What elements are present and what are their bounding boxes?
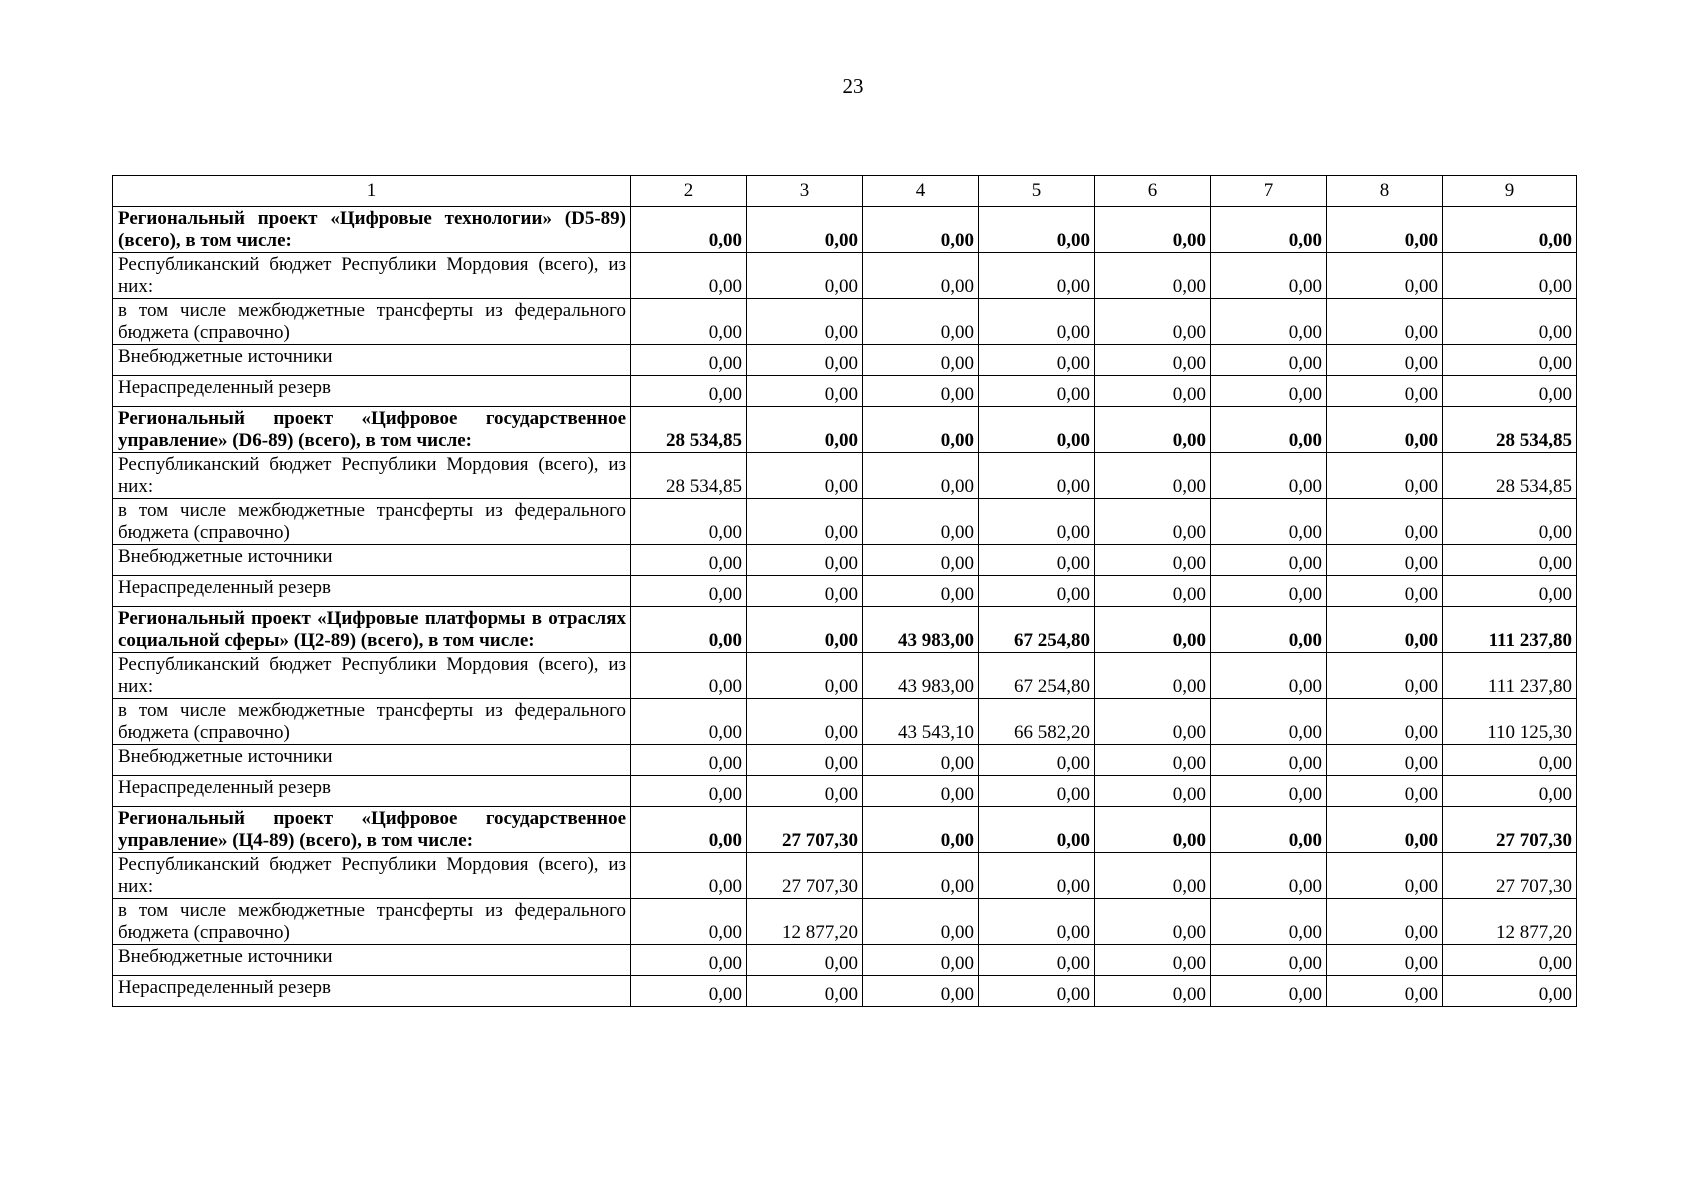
value-cell: 0,00 (747, 653, 863, 699)
value-cell: 43 543,10 (863, 699, 979, 745)
value-cell: 0,00 (747, 299, 863, 345)
value-cell: 0,00 (863, 253, 979, 299)
value-cell: 0,00 (747, 207, 863, 253)
value-cell: 0,00 (631, 545, 747, 576)
column-header: 3 (747, 176, 863, 207)
value-cell: 0,00 (747, 345, 863, 376)
value-cell: 0,00 (1327, 376, 1443, 407)
table-row (113, 345, 1577, 376)
value-cell: 28 534,85 (1443, 407, 1577, 453)
value-cell: 0,00 (1327, 699, 1443, 745)
value-cell: 0,00 (1095, 745, 1211, 776)
value-cell: 0,00 (1443, 345, 1577, 376)
value-cell: 0,00 (863, 976, 979, 1007)
value-cell: 27 707,30 (747, 807, 863, 853)
value-cell: 0,00 (863, 376, 979, 407)
value-cell: 0,00 (1443, 299, 1577, 345)
value-cell: 0,00 (863, 576, 979, 607)
column-header: 7 (1211, 176, 1327, 207)
value-cell: 0,00 (747, 407, 863, 453)
table-row (113, 745, 1577, 776)
table-row (113, 653, 1577, 699)
value-cell: 0,00 (979, 407, 1095, 453)
value-cell: 0,00 (1095, 976, 1211, 1007)
row-label: Региональный проект «Цифровое государственное управление» (Ц4-89) (всего), в том числе: (113, 807, 631, 853)
table-row (113, 253, 1577, 299)
value-cell: 28 534,85 (631, 453, 747, 499)
value-cell: 0,00 (1327, 607, 1443, 653)
value-cell: 0,00 (1443, 776, 1577, 807)
value-cell: 0,00 (1443, 253, 1577, 299)
row-label: Региональный проект «Цифровые платформы в отраслях социальной сферы» (Ц2-89) (всего), в том числе: (113, 607, 631, 653)
value-cell: 0,00 (631, 745, 747, 776)
value-cell: 27 707,30 (1443, 807, 1577, 853)
value-cell: 0,00 (747, 976, 863, 1007)
value-cell: 0,00 (747, 699, 863, 745)
value-cell: 0,00 (979, 976, 1095, 1007)
value-cell: 0,00 (1211, 576, 1327, 607)
value-cell: 12 877,20 (747, 899, 863, 945)
value-cell: 0,00 (863, 945, 979, 976)
value-cell: 0,00 (747, 545, 863, 576)
column-header: 2 (631, 176, 747, 207)
value-cell: 0,00 (1211, 607, 1327, 653)
value-cell: 0,00 (979, 345, 1095, 376)
value-cell: 0,00 (631, 945, 747, 976)
value-cell: 0,00 (1327, 853, 1443, 899)
value-cell: 0,00 (979, 207, 1095, 253)
value-cell: 0,00 (747, 499, 863, 545)
value-cell: 0,00 (1327, 576, 1443, 607)
value-cell: 0,00 (979, 499, 1095, 545)
row-label: Внебюджетные источники (113, 945, 631, 976)
value-cell: 0,00 (747, 376, 863, 407)
row-label: в том числе межбюджетные трансферты из федерального бюджета (справочно) (113, 699, 631, 745)
value-cell: 0,00 (1095, 376, 1211, 407)
column-header: 6 (1095, 176, 1211, 207)
value-cell: 0,00 (1211, 853, 1327, 899)
value-cell: 0,00 (979, 776, 1095, 807)
value-cell: 0,00 (1095, 345, 1211, 376)
value-cell: 0,00 (1095, 699, 1211, 745)
value-cell: 28 534,85 (1443, 453, 1577, 499)
column-header: 8 (1327, 176, 1443, 207)
header-row (113, 176, 1577, 207)
value-cell: 0,00 (863, 299, 979, 345)
column-header: 5 (979, 176, 1095, 207)
value-cell: 0,00 (1211, 376, 1327, 407)
value-cell: 66 582,20 (979, 699, 1095, 745)
column-header: 1 (113, 176, 631, 207)
row-label: Внебюджетные источники (113, 345, 631, 376)
value-cell: 0,00 (1327, 653, 1443, 699)
value-cell: 0,00 (1327, 807, 1443, 853)
value-cell: 0,00 (1095, 807, 1211, 853)
value-cell: 0,00 (1443, 976, 1577, 1007)
table-row (113, 853, 1577, 899)
table-row (113, 376, 1577, 407)
value-cell: 0,00 (1095, 576, 1211, 607)
row-label: в том числе межбюджетные трансферты из федерального бюджета (справочно) (113, 899, 631, 945)
value-cell: 0,00 (979, 745, 1095, 776)
row-label: Нераспределенный резерв (113, 576, 631, 607)
value-cell: 0,00 (1211, 745, 1327, 776)
value-cell: 0,00 (1443, 499, 1577, 545)
value-cell: 0,00 (631, 699, 747, 745)
budget-table (112, 175, 1577, 1007)
value-cell: 0,00 (1095, 407, 1211, 453)
value-cell: 0,00 (747, 776, 863, 807)
value-cell: 43 983,00 (863, 607, 979, 653)
value-cell: 43 983,00 (863, 653, 979, 699)
value-cell: 0,00 (1327, 253, 1443, 299)
value-cell: 0,00 (1327, 345, 1443, 376)
value-cell: 0,00 (979, 453, 1095, 499)
value-cell: 0,00 (979, 853, 1095, 899)
table-row (113, 545, 1577, 576)
value-cell: 0,00 (1095, 253, 1211, 299)
row-label: Региональный проект «Цифровые технологии» (D5-89) (всего), в том числе: (113, 207, 631, 253)
value-cell: 0,00 (1327, 545, 1443, 576)
value-cell: 0,00 (863, 453, 979, 499)
value-cell: 0,00 (747, 745, 863, 776)
row-label: в том числе межбюджетные трансферты из федерального бюджета (справочно) (113, 299, 631, 345)
value-cell: 0,00 (1095, 853, 1211, 899)
value-cell: 0,00 (1211, 207, 1327, 253)
value-cell: 0,00 (631, 576, 747, 607)
row-label: Нераспределенный резерв (113, 776, 631, 807)
column-header: 9 (1443, 176, 1577, 207)
column-header: 4 (863, 176, 979, 207)
row-label: Нераспределенный резерв (113, 976, 631, 1007)
value-cell: 0,00 (631, 499, 747, 545)
value-cell: 0,00 (747, 576, 863, 607)
value-cell: 0,00 (1211, 945, 1327, 976)
value-cell: 0,00 (1443, 545, 1577, 576)
value-cell: 0,00 (979, 376, 1095, 407)
value-cell: 111 237,80 (1443, 653, 1577, 699)
value-cell: 0,00 (1327, 776, 1443, 807)
value-cell: 28 534,85 (631, 407, 747, 453)
value-cell: 0,00 (979, 576, 1095, 607)
value-cell: 0,00 (1211, 253, 1327, 299)
table-row (113, 499, 1577, 545)
table-row (113, 299, 1577, 345)
value-cell: 0,00 (1095, 499, 1211, 545)
table-row (113, 976, 1577, 1007)
value-cell: 0,00 (863, 407, 979, 453)
value-cell: 0,00 (1327, 453, 1443, 499)
value-cell: 0,00 (1095, 607, 1211, 653)
table-row (113, 776, 1577, 807)
value-cell: 0,00 (747, 945, 863, 976)
value-cell: 0,00 (1327, 407, 1443, 453)
value-cell: 0,00 (863, 745, 979, 776)
value-cell: 0,00 (1211, 776, 1327, 807)
value-cell: 0,00 (863, 776, 979, 807)
table-row (113, 699, 1577, 745)
row-label: в том числе межбюджетные трансферты из федерального бюджета (справочно) (113, 499, 631, 545)
value-cell: 0,00 (1095, 453, 1211, 499)
value-cell: 0,00 (863, 545, 979, 576)
row-label: Республиканский бюджет Республики Мордовия (всего), из них: (113, 653, 631, 699)
value-cell: 0,00 (863, 853, 979, 899)
value-cell: 0,00 (1211, 453, 1327, 499)
value-cell: 0,00 (1095, 653, 1211, 699)
value-cell: 27 707,30 (1443, 853, 1577, 899)
value-cell: 0,00 (1211, 653, 1327, 699)
row-label: Внебюджетные источники (113, 745, 631, 776)
value-cell: 0,00 (979, 807, 1095, 853)
value-cell: 0,00 (631, 207, 747, 253)
value-cell: 111 237,80 (1443, 607, 1577, 653)
value-cell: 0,00 (747, 607, 863, 653)
value-cell: 0,00 (1443, 745, 1577, 776)
value-cell: 0,00 (1095, 899, 1211, 945)
value-cell: 110 125,30 (1443, 699, 1577, 745)
project-total-row (113, 807, 1577, 853)
value-cell: 0,00 (863, 899, 979, 945)
value-cell: 0,00 (863, 207, 979, 253)
value-cell: 0,00 (1443, 945, 1577, 976)
value-cell: 0,00 (1327, 207, 1443, 253)
row-label: Республиканский бюджет Республики Мордовия (всего), из них: (113, 853, 631, 899)
project-total-row (113, 607, 1577, 653)
value-cell: 0,00 (1211, 976, 1327, 1007)
value-cell: 0,00 (1095, 776, 1211, 807)
value-cell: 0,00 (1211, 499, 1327, 545)
value-cell: 0,00 (979, 899, 1095, 945)
table-row (113, 453, 1577, 499)
value-cell: 0,00 (1211, 407, 1327, 453)
value-cell: 0,00 (631, 376, 747, 407)
value-cell: 0,00 (631, 853, 747, 899)
value-cell: 0,00 (1443, 207, 1577, 253)
value-cell: 0,00 (863, 499, 979, 545)
row-label: Нераспределенный резерв (113, 376, 631, 407)
project-total-row (113, 407, 1577, 453)
row-label: Республиканский бюджет Республики Мордовия (всего), из них: (113, 253, 631, 299)
value-cell: 0,00 (1327, 499, 1443, 545)
value-cell: 0,00 (1095, 945, 1211, 976)
page-number: 23 (842, 74, 864, 98)
row-label: Внебюджетные источники (113, 545, 631, 576)
value-cell: 27 707,30 (747, 853, 863, 899)
table-body (113, 207, 1577, 1007)
value-cell: 0,00 (631, 976, 747, 1007)
table-row (113, 576, 1577, 607)
value-cell: 0,00 (1443, 576, 1577, 607)
value-cell: 0,00 (1327, 976, 1443, 1007)
value-cell: 0,00 (1327, 899, 1443, 945)
value-cell: 0,00 (1327, 299, 1443, 345)
value-cell: 0,00 (631, 299, 747, 345)
value-cell: 0,00 (631, 253, 747, 299)
value-cell: 0,00 (1443, 376, 1577, 407)
value-cell: 0,00 (1211, 807, 1327, 853)
value-cell: 0,00 (1211, 545, 1327, 576)
value-cell: 0,00 (631, 345, 747, 376)
value-cell: 0,00 (631, 607, 747, 653)
value-cell: 0,00 (979, 945, 1095, 976)
value-cell: 0,00 (1211, 899, 1327, 945)
value-cell: 0,00 (863, 345, 979, 376)
value-cell: 0,00 (631, 776, 747, 807)
row-label: Республиканский бюджет Республики Мордовия (всего), из них: (113, 453, 631, 499)
value-cell: 0,00 (1327, 745, 1443, 776)
value-cell: 0,00 (979, 545, 1095, 576)
value-cell: 0,00 (747, 253, 863, 299)
value-cell: 0,00 (747, 453, 863, 499)
value-cell: 0,00 (1095, 207, 1211, 253)
row-label: Региональный проект «Цифровое государственное управление» (D6-89) (всего), в том числе: (113, 407, 631, 453)
table-row (113, 899, 1577, 945)
value-cell: 0,00 (979, 253, 1095, 299)
value-cell: 0,00 (1095, 299, 1211, 345)
value-cell: 0,00 (1095, 545, 1211, 576)
value-cell: 0,00 (1211, 699, 1327, 745)
value-cell: 0,00 (1327, 945, 1443, 976)
value-cell: 67 254,80 (979, 607, 1095, 653)
value-cell: 0,00 (1211, 345, 1327, 376)
value-cell: 0,00 (631, 899, 747, 945)
table-row (113, 945, 1577, 976)
value-cell: 0,00 (1211, 299, 1327, 345)
value-cell: 0,00 (631, 807, 747, 853)
value-cell: 0,00 (979, 299, 1095, 345)
value-cell: 0,00 (863, 807, 979, 853)
value-cell: 67 254,80 (979, 653, 1095, 699)
value-cell: 0,00 (631, 653, 747, 699)
value-cell: 12 877,20 (1443, 899, 1577, 945)
project-total-row (113, 207, 1577, 253)
